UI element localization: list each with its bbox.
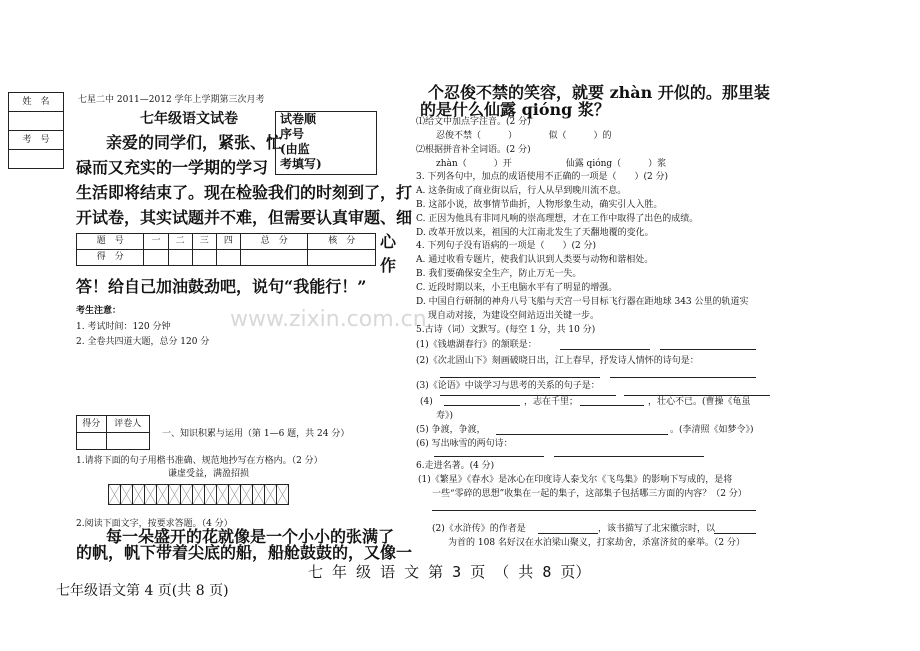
answer-line[interactable] (538, 533, 598, 534)
score-cell[interactable] (308, 250, 376, 266)
q5-item-4-mid: ，志在千里； (524, 397, 579, 407)
answer-line[interactable] (496, 434, 668, 435)
q5-item-5-source: 。(李清照《如梦令》) (670, 425, 754, 435)
question-5: 5.古诗（词）文默写。(每空 1 分，共 10 分) (416, 325, 596, 335)
q6-item-2: (2)《水浒传》的作者是 (432, 524, 526, 534)
answer-line[interactable] (440, 377, 600, 378)
notice-title: 考生注意： (76, 306, 122, 316)
q4-option-b: B. 我们要确保安全生产，防止万无一失。 (416, 269, 582, 279)
q2-sub-2: ⑵根据拼音补全词语。(2 分) (416, 145, 531, 155)
score-cell[interactable] (240, 250, 307, 266)
question-1: 1.请将下面的句子用楷书准确、规范地抄写在方格内。（2 分） (76, 456, 323, 466)
grader-person-cell[interactable] (106, 433, 150, 450)
encourage-line: 答！给自己加油鼓劲吧，说句“我能行！” (76, 277, 367, 296)
passage-line: 的是什么仙露 qióng 浆？ (420, 100, 610, 119)
score-col-header: 一 (144, 234, 168, 250)
id-label: 考 号 (9, 131, 64, 150)
name-label: 姓 名 (9, 93, 64, 112)
score-col-header: 题 号 (77, 234, 144, 250)
q5-item-3: (3)《论语》中谈学习与思考的关系的句子是： (416, 381, 600, 391)
passage-line: 每一朵盛开的花就像是一个小小的张满了 (106, 527, 395, 546)
writing-grid[interactable] (108, 484, 289, 505)
question-4: 4. 下列句子没有语病的一项是（ ）(2 分) (416, 241, 597, 251)
q6-item-1: (1)《繁星》《春水》是冰心在印度诗人泰戈尔《飞鸟集》的影响下写成的，是将 (418, 475, 733, 485)
order-box-line: 序号 (280, 127, 305, 141)
answer-line[interactable] (714, 533, 756, 534)
paper-title: 七年级语文试卷 (140, 111, 238, 127)
order-box-line: 试卷顺 (280, 112, 317, 126)
answer-line[interactable] (554, 456, 704, 457)
watermark: www.zixin.com.cn (230, 307, 427, 332)
intro-side-char: 心 (380, 232, 397, 251)
score-cell[interactable] (192, 250, 216, 266)
intro-line: 碌而又充实的一学期的学习 (76, 158, 269, 177)
notice-item: 1. 考试时间：120 分钟 (76, 322, 171, 332)
score-cell[interactable] (216, 250, 240, 266)
q2-sub-2-blanks[interactable]: zhàn（ ）开 仙露 qióng（ ）浆 (436, 159, 667, 169)
intro-line: 开试卷，其实试题并不难，但需要认真审题、细 (76, 208, 413, 227)
id-field[interactable] (9, 150, 64, 169)
score-col-header: 总 分 (240, 234, 307, 250)
grader-header-person: 评卷人 (106, 416, 150, 433)
intro-line: 亲爱的同学们，紧张、忙 (106, 133, 283, 152)
q3-option-b: B. 这部小说，故事情节曲折，人物形象生动，确实引人入胜。 (416, 200, 663, 210)
answer-line[interactable] (560, 349, 650, 350)
q4-option-d-cont: 现自动对接，为建设空间站迈出关键一步。 (428, 311, 600, 321)
right-page-footer: 七 年 级 语 文 第 3 页 （ 共 8 页） (308, 563, 591, 581)
q3-option-a: A. 这条街成了商业街以后，行人从早到晚川流不息。 (416, 186, 627, 196)
grader-header-score: 得分 (77, 416, 107, 433)
question-1-sentence: 谦虚受益，满盈招损 (168, 469, 250, 479)
intro-line: 生活即将结束了。现在检验我们的时刻到了，打 (76, 183, 413, 202)
q5-item-4-cont: 寿》) (436, 411, 454, 421)
question-2: 2.阅读下面文字，按要求答题。（4 分） (76, 519, 233, 529)
score-table (76, 233, 376, 266)
order-box-line: 考填写) (280, 157, 322, 171)
grader-score-cell[interactable] (77, 433, 107, 450)
q5-item-6: (6) 写出咏雪的两句诗： (416, 439, 513, 449)
name-field[interactable] (9, 112, 64, 131)
q5-item-4-end: ，壮心不已。(曹操《龟虽 (648, 397, 751, 407)
passage-line: 个忍俊不禁的笑容，就要 zhàn 开似的。那里装 (428, 83, 770, 102)
answer-line[interactable] (580, 405, 644, 406)
score-col-header: 三 (192, 234, 216, 250)
q6-item-2-cont: 为首的 108 名好汉在水泊梁山聚义，打家劫舍，杀富济贫的豪举。（2 分） (448, 538, 745, 548)
score-cell[interactable] (168, 250, 192, 266)
q4-option-c: C. 近段时期以来，小王电脑水平有了明显的增强。 (416, 283, 618, 293)
exam-header: 七星二中 2011—2012 学年上学期第三次月考 (78, 95, 265, 105)
q5-item-2: (2)《次北固山下》刻画破晓日出，江上春早，抒发诗人情怀的诗句是： (416, 356, 699, 366)
score-cell[interactable] (144, 250, 168, 266)
order-box-line: (由监 (280, 142, 310, 156)
q6-item-2-mid: ，该书描写了北宋徽宗时，以 (598, 524, 716, 534)
q6-item-1-cont: 一些“零碎的思想”收集在一起的集子，这部集子包括哪三方面的内容？（2 分） (432, 489, 747, 499)
q3-option-d: D. 改革开放以来，祖国的大江南北发生了天翻地覆的变化。 (416, 228, 654, 238)
q5-item-1: (1)《钱塘湖春行》的颔联是： (416, 340, 537, 350)
q5-item-4: (4) (420, 397, 433, 407)
section-one-title: 一、知识积累与运用（第 1—6 题，共 24 分） (162, 429, 350, 439)
score-row-label: 得 分 (77, 250, 144, 266)
order-number-box (275, 111, 377, 175)
score-col-header: 核 分 (308, 234, 376, 250)
score-col-header: 四 (216, 234, 240, 250)
student-info-table (8, 92, 64, 169)
answer-line[interactable] (660, 349, 756, 350)
q2-sub-1: ⑴给文中加点字注音。(2 分) (416, 117, 531, 127)
intro-side-char: 作 (380, 256, 397, 275)
answer-line[interactable] (434, 456, 544, 457)
question-6: 6.走进名著。(4 分) (416, 461, 495, 471)
q4-option-d: D. 中国自行研制的神舟八号飞船与天宫一号目标飞行器在距地球 343 公里的轨道实 (416, 297, 749, 307)
q2-sub-1-blanks[interactable]: 忍俊不禁（ ） 似（ ）的 (436, 131, 612, 141)
grader-table (76, 415, 150, 450)
q5-item-5: (5) 争渡，争渡， (416, 425, 486, 435)
left-page-footer: 七年级语文第 4 页(共 8 页) (56, 583, 229, 599)
q3-option-c: C. 正因为他具有非同凡响的崇高理想，才在工作中取得了出色的成绩。 (416, 214, 699, 224)
answer-line[interactable] (432, 510, 756, 511)
question-3: 3. 下列各句中，加点的成语使用不正确的一项是（ ）(2 分) (416, 172, 669, 182)
answer-line[interactable] (444, 405, 520, 406)
score-col-header: 二 (168, 234, 192, 250)
q4-option-a: A. 通过收看专题片，使我们认识到人类要与动物和谐相处。 (416, 255, 654, 265)
notice-item: 2. 全卷共四道大题，总分 120 分 (76, 337, 210, 347)
passage-line: 的帆，帆下带着尖底的船，船舱鼓鼓的，又像一 (76, 543, 413, 562)
answer-line[interactable] (610, 377, 756, 378)
